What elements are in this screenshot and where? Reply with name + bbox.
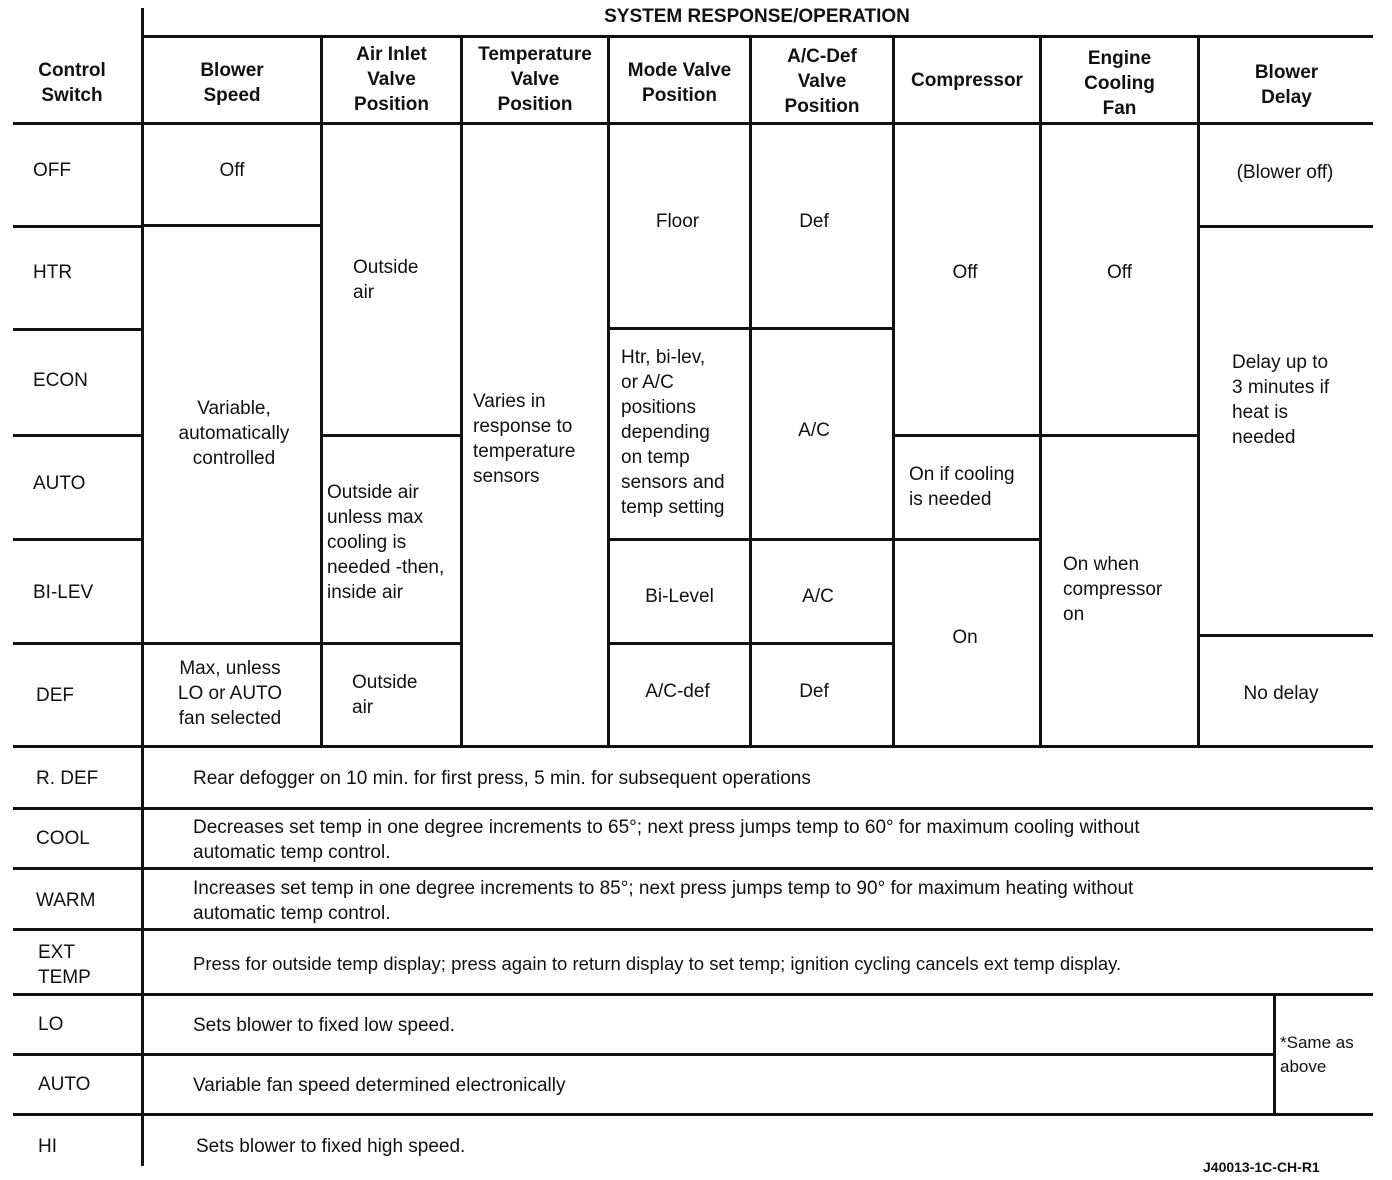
header-air-inlet: Air Inlet Valve Position (354, 44, 429, 115)
header-engine-fan: Engine Cooling Fan (1084, 48, 1155, 119)
lower-text-auto: Variable fan speed determined electronically (193, 1075, 566, 1096)
cell-mode-acdef: A/C-def (645, 681, 710, 702)
cell-inlet-outside: Outside air (353, 257, 419, 303)
cell-compressor-on: On (952, 627, 978, 648)
lower-label-rdef: R. DEF (36, 768, 99, 789)
cell-blower-variable: Variable, automatically controlled (178, 398, 290, 469)
row-label-htr: HTR (33, 262, 73, 283)
cell-compressor-off: Off (952, 262, 978, 283)
lower-text-lo: Sets blower to fixed low speed. (193, 1015, 455, 1036)
cell-acdef-def-def: Def (799, 681, 829, 702)
lower-text-hi: Sets blower to fixed high speed. (196, 1136, 466, 1157)
row-label-econ: ECON (33, 370, 88, 391)
lower-text-cool: Decreases set temp in one degree increments to 65°; next press jumps temp to 60° for maximum cooling without automatic temp control. (193, 817, 1140, 863)
figure-id: J40013-1C-CH-R1 (1203, 1159, 1320, 1175)
header-temperature-valve: Temperature Valve Position (478, 44, 592, 115)
cell-mode-bilevel: Bi-Level (645, 586, 714, 607)
row-label-def: DEF (36, 685, 74, 706)
lower-label-auto: AUTO (38, 1074, 91, 1095)
header-control-switch: Control Switch (38, 60, 106, 106)
cell-temperature-valve: Varies in response to temperature sensors (473, 391, 576, 487)
lower-label-warm: WARM (36, 890, 96, 911)
lower-label-cool: COOL (36, 828, 90, 849)
row-label-bilev: BI-LEV (33, 582, 94, 603)
cell-inlet-outside-max: Outside air unless max cooling is needed -then, inside air (327, 482, 445, 603)
header-mode-valve: Mode Valve Position (627, 60, 732, 106)
row-label-auto: AUTO (33, 473, 86, 494)
lower-text-rdef: Rear defogger on 10 min. for first press, 5 min. for subsequent operations (193, 768, 811, 789)
lower-text-warm: Increases set temp in one degree increments to 85°; next press jumps temp to 90° for maximum heating without automatic temp control. (193, 878, 1134, 924)
cell-delay-none: No delay (1243, 683, 1319, 704)
header-acdef-valve: A/C-Def Valve Position (784, 46, 860, 117)
cell-mode-htr: Htr, bi-lev, or A/C positions depending on temp sensors and temp setting (621, 347, 725, 518)
table-title: SYSTEM RESPONSE/OPERATION (604, 6, 910, 27)
cell-acdef-ac-bilev: A/C (802, 586, 834, 607)
row-label-off: OFF (33, 160, 71, 181)
cell-fan-on: On when compressor on (1063, 554, 1163, 625)
cell-delay-off: (Blower off) (1236, 162, 1334, 183)
cell-acdef-def: Def (799, 211, 829, 232)
cell-mode-floor: Floor (655, 211, 700, 232)
cell-blower-off: Off (219, 160, 245, 181)
header-compressor: Compressor (911, 70, 1023, 91)
cell-delay-up: Delay up to 3 minutes if heat is needed (1232, 352, 1330, 448)
lower-text-ext-temp: Press for outside temp display; press again to return display to set temp; ignition cycling cancels ext temp display. (193, 953, 1122, 974)
lower-label-hi: HI (38, 1136, 57, 1157)
cell-compressor-on-if: On if cooling is needed (909, 464, 1015, 510)
header-blower-delay: Blower Delay (1254, 62, 1319, 108)
lower-label-lo: LO (38, 1014, 64, 1035)
lower-label-ext-temp: EXT TEMP (38, 942, 91, 988)
cell-inlet-outside-def: Outside air (352, 672, 418, 718)
header-blower-speed: Blower Speed (200, 60, 264, 106)
cell-blower-max: Max, unless LO or AUTO fan selected (177, 658, 283, 729)
cell-fan-off: Off (1107, 262, 1132, 283)
cell-acdef-ac: A/C (798, 420, 830, 441)
side-note: *Same as above (1280, 1033, 1354, 1076)
